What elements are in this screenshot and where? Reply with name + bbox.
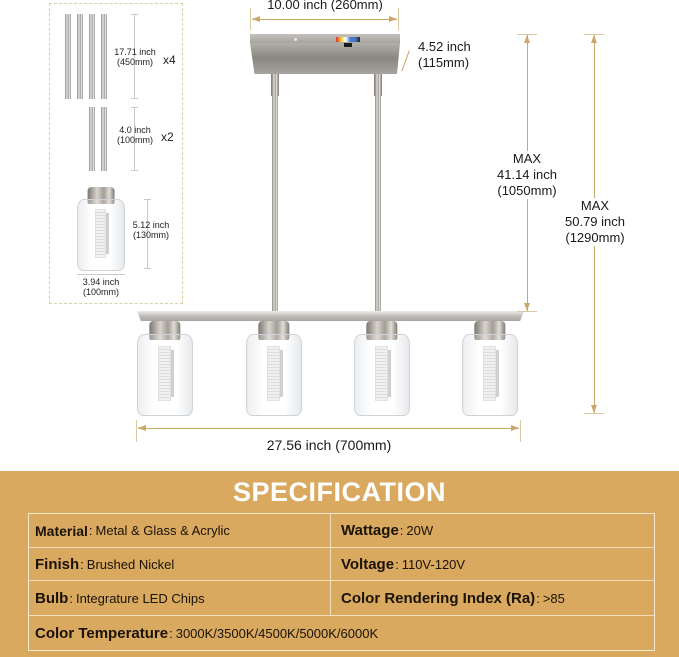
specification-banner xyxy=(0,471,679,657)
shade-height-mm: (130mm) xyxy=(132,230,169,240)
suspension-rod-left xyxy=(272,74,278,312)
long-rod xyxy=(77,14,83,99)
suspension-rod-right xyxy=(375,74,381,312)
pendant-shade-2 xyxy=(246,321,302,416)
max-total-height-tick-bottom xyxy=(584,413,604,414)
canopy-top-edge xyxy=(250,34,400,43)
spec-key: Bulb xyxy=(35,589,69,607)
spec-row xyxy=(29,548,654,581)
shade-crystal-rod xyxy=(267,346,279,401)
spec-key: Color Temperature xyxy=(35,625,169,642)
long-rod-length-inch: 17.71 inch xyxy=(114,47,156,57)
wiring-connector xyxy=(344,43,352,47)
max-rod-height-tick-bottom xyxy=(517,311,537,312)
shade-width-inch: 3.94 inch xyxy=(82,277,120,287)
spec-key: Finish xyxy=(35,555,80,573)
shade-crystal-rod xyxy=(95,209,106,258)
long-rod xyxy=(101,14,107,99)
spec-key: Material xyxy=(35,522,88,539)
spec-cell-material xyxy=(29,514,331,547)
short-rod xyxy=(89,107,95,171)
spec-cell-voltage xyxy=(331,548,654,580)
spec-value: Integrature LED Chips xyxy=(75,590,205,606)
spec-separator: : xyxy=(80,556,84,572)
spec-value: >85 xyxy=(542,590,565,606)
spec-key: Color Rendering Index (Ra) xyxy=(341,589,536,607)
fixture-length-arrow xyxy=(138,428,519,429)
spec-value: Metal & Glass & Acrylic xyxy=(95,523,230,538)
canopy-screw xyxy=(294,38,297,41)
max-rod-height-mm: (1050mm) xyxy=(497,183,557,198)
long-rod-length-mm: (450mm) xyxy=(116,57,153,67)
short-rod-length-label xyxy=(110,125,160,145)
max-total-height-inch: 50.79 inch xyxy=(565,214,625,229)
canopy-width-tick-right xyxy=(398,8,399,30)
spec-cell-cri xyxy=(331,581,654,615)
canopy-width-tick-left xyxy=(250,8,251,30)
ceiling-canopy xyxy=(250,34,400,74)
shade-width-mm: (100mm) xyxy=(82,287,119,297)
spec-value: 20W xyxy=(406,523,434,538)
light-bar xyxy=(137,311,524,321)
long-rod xyxy=(89,14,95,99)
fixture-length-tick-left xyxy=(136,420,137,442)
max-rod-height-label xyxy=(488,151,566,199)
long-rod-length-label xyxy=(110,47,160,67)
shade-width-dimension-line xyxy=(77,274,125,275)
max-total-height-label xyxy=(555,198,635,246)
fixture-length-label: 27.56 inch (700mm) xyxy=(249,437,409,453)
canopy-depth-mm: (115mm) xyxy=(418,55,470,70)
spec-row xyxy=(29,616,654,651)
short-rod-length-inch: 4.0 inch xyxy=(119,125,151,135)
glass-shade-illustration xyxy=(77,187,125,271)
max-total-height-mm: (1290mm) xyxy=(565,230,625,245)
max-rod-height-inch: 41.14 inch xyxy=(497,167,557,182)
spec-key: Wattage xyxy=(341,522,399,539)
canopy-width-arrow xyxy=(252,19,397,20)
spec-value: Brushed Nickel xyxy=(86,556,175,572)
spec-value: 110V-120V xyxy=(401,556,466,572)
spec-separator: : xyxy=(169,626,173,641)
shade-height-label xyxy=(126,220,176,240)
canopy-depth-label xyxy=(418,39,471,71)
shade-crystal-rod xyxy=(483,346,495,401)
spec-row xyxy=(29,581,654,616)
spec-key: Voltage xyxy=(341,555,395,573)
long-rod xyxy=(65,14,71,99)
wiring-terminal xyxy=(336,37,360,42)
fixture-length-tick-right xyxy=(520,420,521,442)
pendant-shade-4 xyxy=(462,321,518,416)
canopy-width-label: 10.00 inch (260mm) xyxy=(253,0,397,13)
long-rod-quantity: x4 xyxy=(163,53,176,67)
short-rod-length-mm: (100mm) xyxy=(116,135,153,145)
parts-box xyxy=(49,3,183,304)
pendant-shade-1 xyxy=(137,321,193,416)
shade-crystal-rod xyxy=(158,346,170,401)
spec-separator: : xyxy=(69,590,73,606)
specification-table xyxy=(28,513,655,651)
short-rod xyxy=(101,107,107,171)
max-rod-height-max: MAX xyxy=(512,151,542,166)
spec-separator: : xyxy=(88,523,93,538)
canopy-depth-inch: 4.52 inch xyxy=(418,39,471,54)
spec-cell-bulb xyxy=(29,581,331,615)
spec-row xyxy=(29,514,654,548)
max-total-height-max: MAX xyxy=(580,198,610,213)
spec-value: 3000K/3500K/4500K/5000K/6000K xyxy=(175,626,379,641)
spec-cell-color-temperature xyxy=(29,616,378,651)
specification-title: SPECIFICATION xyxy=(232,477,446,507)
spec-separator: : xyxy=(536,590,540,606)
shade-height-inch: 5.12 inch xyxy=(132,220,170,230)
shade-crystal-rod xyxy=(375,346,387,401)
shade-width-label xyxy=(72,277,130,297)
canopy-depth-arrow xyxy=(401,50,409,71)
spec-cell-finish xyxy=(29,548,331,580)
short-rod-quantity: x2 xyxy=(161,130,174,144)
pendant-shade-3 xyxy=(354,321,410,416)
spec-separator: : xyxy=(399,523,404,538)
spec-separator: : xyxy=(395,556,399,572)
spec-cell-wattage xyxy=(331,514,654,547)
